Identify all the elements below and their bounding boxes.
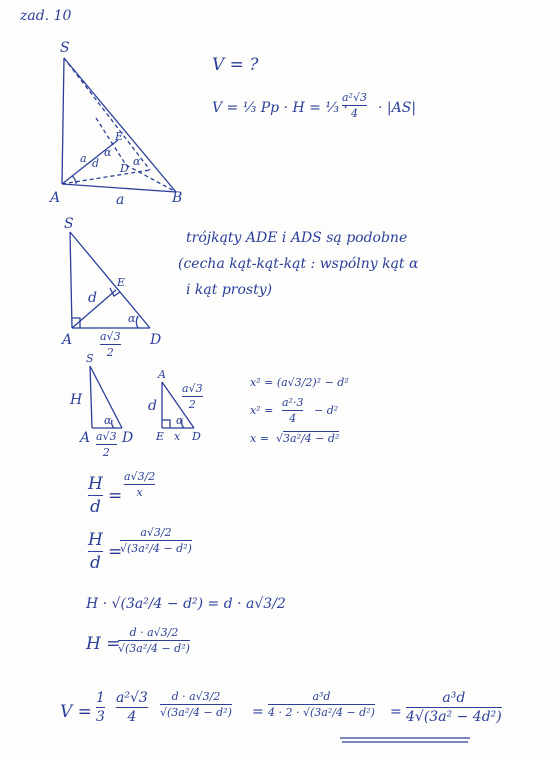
final-t2-num: a²√3 [116,690,148,706]
vertex-b: B [172,190,183,206]
page-title: zad. 10 [20,8,72,24]
fig4-hyp-num: a√3 [182,382,203,395]
note-line-1: trójkąty ADE i ADS są podobne [186,230,408,246]
fig3-vertex-d: D [122,430,134,446]
final-v: V = [60,702,92,722]
v-question: V = ? [212,55,259,75]
xcalc-l3-radicand: 3a²/4 − d² [283,432,340,445]
fig3-label-h: H [70,392,83,408]
fig3-label-alpha: α [104,414,112,427]
fig2-vertex-s: S [64,216,74,232]
fig4-hyp-den: 2 [188,398,196,411]
label-a-side: a [80,152,87,165]
final-t1-num: 1 [96,690,105,706]
fig2-vertex-d: D [150,332,162,348]
xcalc-line-1: x² = (a√3/2)² − d² [250,376,349,389]
step3: H · √(3a²/4 − d²) = d · a√3/2 [86,596,286,612]
final-t2-den: 4 [127,709,137,725]
final-t1-den: 3 [96,709,105,725]
v-formula-num: a²√3 [342,91,367,104]
step4-num: d · a√3/2 [129,626,179,639]
vertex-a: A [50,190,61,206]
final-t4-den: 4 · 2 · √(3a²/4 − d²) [268,706,375,719]
fig4-vertex-d: D [192,430,201,443]
final-t5-num: a³d [442,690,466,706]
step1-lhs-den: d [89,497,101,517]
fig4-vertex-e: E [156,430,165,443]
v-formula-left: V = ⅓ Pp · H = ⅓ · [212,100,348,116]
step1-lhs-num: H [88,474,103,494]
fig3-base-num: a√3 [96,430,117,443]
v-formula-right: · |AS| [378,100,417,116]
fig2-label-alpha: α [128,312,136,325]
fig4-vertex-a: A [158,368,166,381]
xcalc-line-2-left: x² = [250,404,274,417]
step1-rhs-den: x [136,486,143,499]
xcalc-line-3-sqrt: √3a²/4 − d² [276,432,340,445]
v-formula-den: 4 [350,107,358,120]
fig4-label-x: x [174,430,181,443]
label-alpha-2: α [104,146,112,159]
final-t3-den: √(3a²/4 − d²) [160,706,232,719]
xcalc-line-3-left: x = [250,432,269,445]
fig2-vertex-a: A [62,332,73,348]
label-alpha: α [133,155,141,168]
step1-equals: = [108,486,123,506]
fig2-base-num: a√3 [100,330,121,343]
label-d: d [92,157,100,170]
final-eq-2: = [390,704,402,720]
label-a-base: a [116,192,125,208]
step2-lhs-num: H [88,530,103,550]
step4-lhs: H = [86,634,121,654]
fig3-vertex-s: S [86,352,94,365]
xcalc-line-2-right: − d² [314,404,339,417]
step1-rhs-num: a√3/2 [124,470,156,483]
fig4-label-d: d [148,398,157,414]
note-line-2: (cecha kąt-kąt-kąt : wspólny kąt α [178,256,419,272]
final-t4-num: a³d [312,690,331,703]
vertex-e: E [115,130,124,143]
note-line-3: i kąt prosty) [186,282,273,298]
fig4-label-alpha: α [176,414,184,427]
xcalc-l2-num: a²·3 [282,396,304,409]
vertex-d: D [120,162,129,175]
vertex-s: S [60,40,70,56]
final-t3-num: d · a√3/2 [171,690,221,703]
step4-den: √(3a²/4 − d²) [118,642,190,655]
fig3-vertex-a: A [80,430,91,446]
final-eq-1: = [252,704,264,720]
final-t5-den: 4√(3a² − 4d²) [406,709,502,725]
step2-rhs-num: a√3/2 [140,526,172,539]
fig2-vertex-e: E [117,276,126,289]
fig3-base-den: 2 [102,446,110,459]
fig2-base-den: 2 [106,346,114,359]
step2-rhs-den: √(3a²/4 − d²) [120,542,192,555]
fig2-label-d: d [88,290,97,306]
step2-equals: = [108,542,123,562]
step2-lhs-den: d [89,553,101,573]
xcalc-l2-den: 4 [289,412,297,425]
